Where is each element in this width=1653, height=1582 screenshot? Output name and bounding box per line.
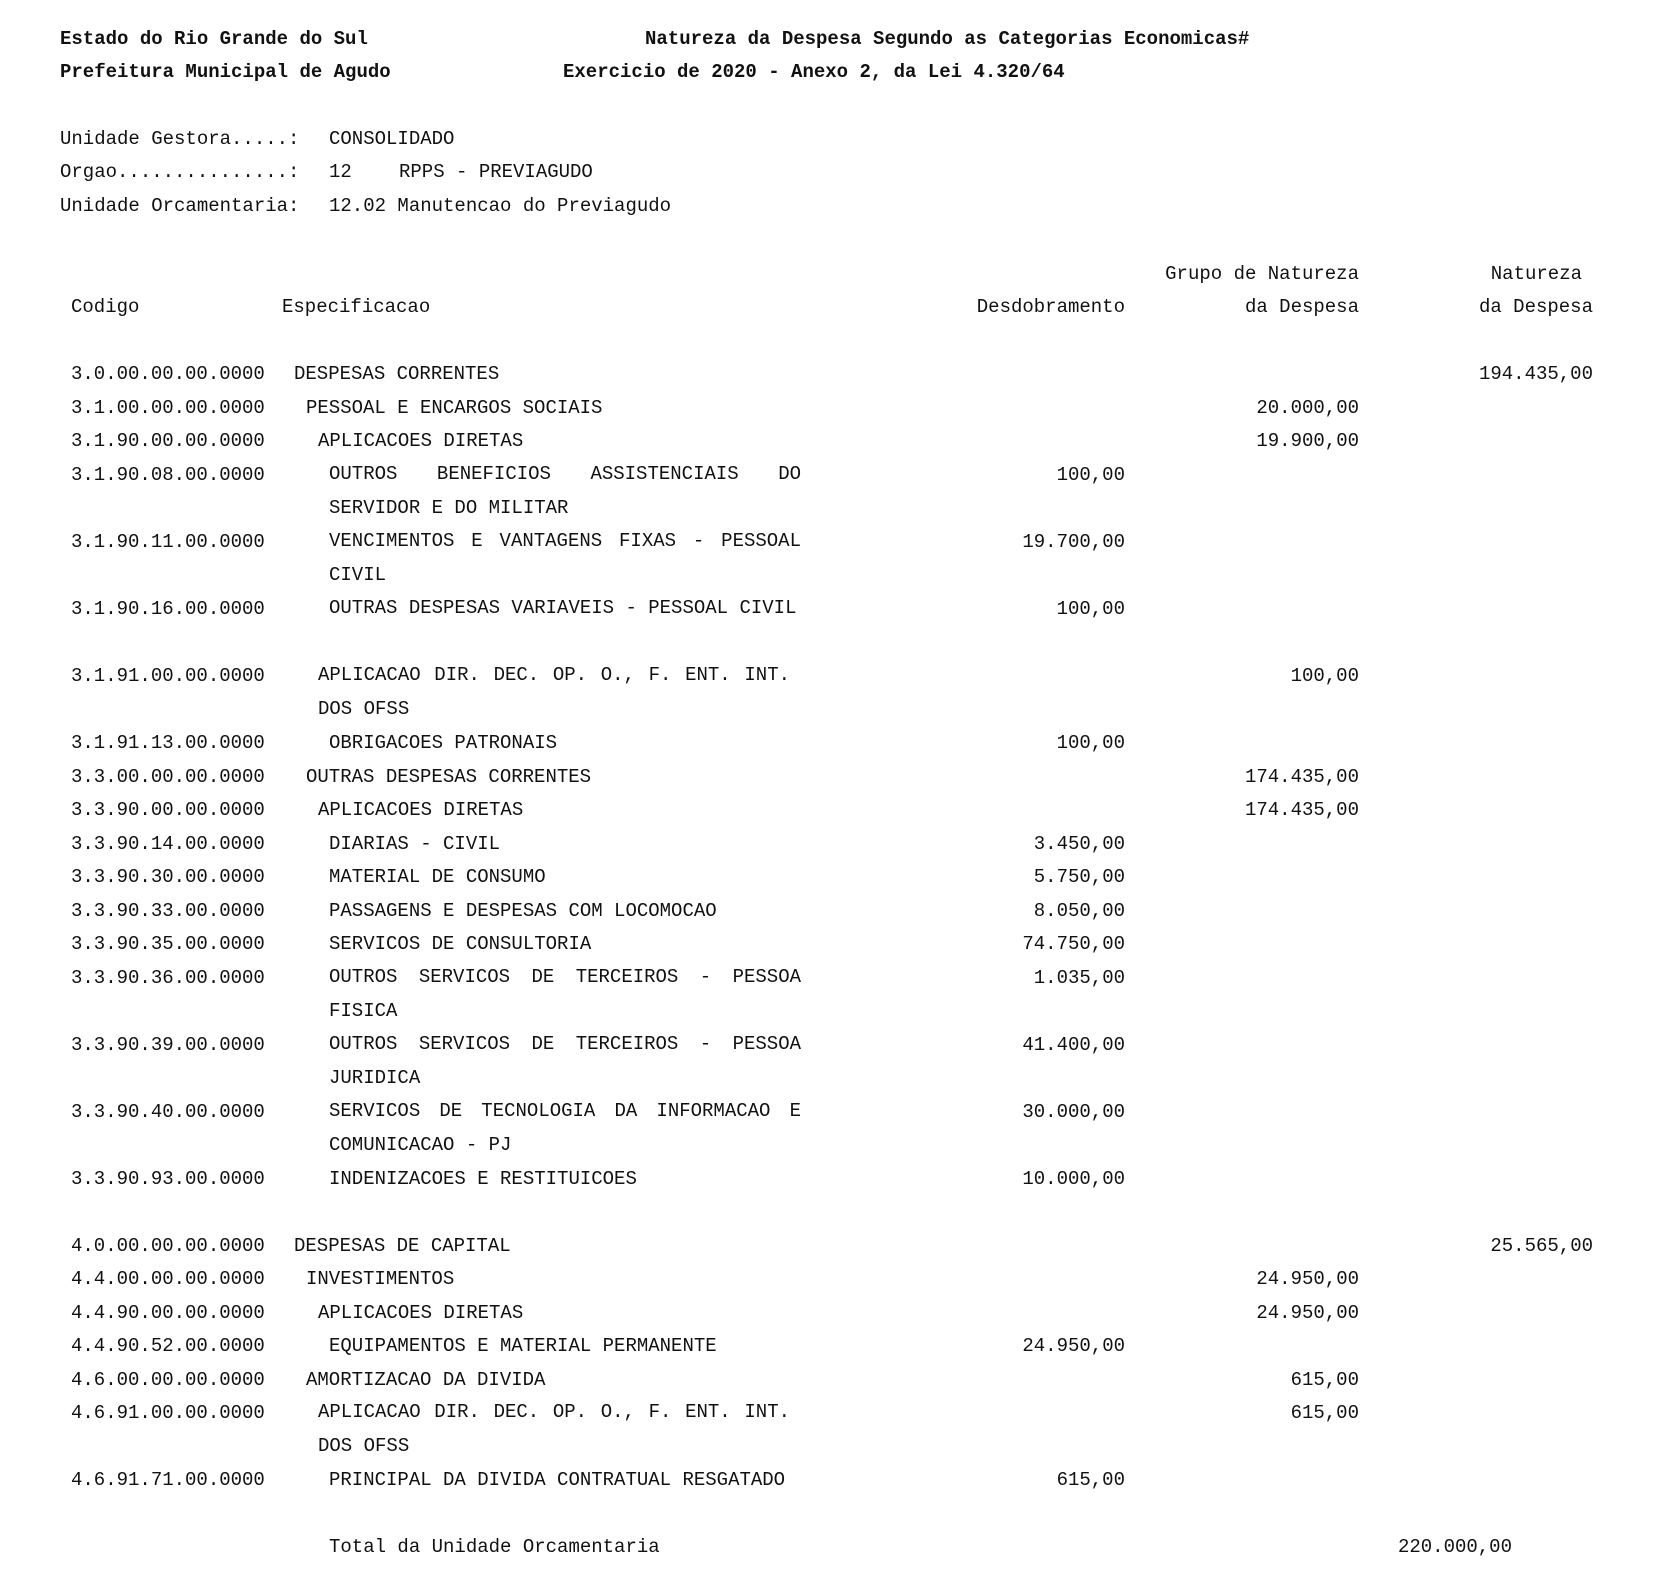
row-desdobramento: 19.700,00 (1022, 531, 1125, 553)
row-desdobramento: 41.400,00 (1022, 1034, 1125, 1056)
row-code: 3.3.90.35.00.0000 (71, 933, 265, 955)
orgao-code: 12 (329, 161, 352, 183)
row-code: 3.3.90.30.00.0000 (71, 866, 265, 888)
state-name: Estado do Rio Grande do Sul (60, 28, 368, 50)
row-code: 3.3.90.40.00.0000 (71, 1101, 265, 1123)
report-title: Natureza da Despesa Segundo as Categorias Economicas# (645, 28, 1250, 50)
unidade-gestora-label: Unidade Gestora.....: (60, 128, 300, 150)
row-spec: OUTROS BENEFICIOS ASSISTENCIAIS DO SERVIDOR E DO MILITAR (329, 463, 801, 519)
total-value: 220.000,00 (1397, 1536, 1512, 1558)
col-header-natureza-line2: da Despesa (1478, 296, 1593, 318)
total-label: Total da Unidade Orcamentaria (329, 1536, 660, 1558)
row-code: 4.6.91.00.00.0000 (71, 1402, 265, 1424)
row-code: 3.1.91.13.00.0000 (71, 732, 265, 754)
row-spec: PASSAGENS E DESPESAS COM LOCOMOCAO (329, 900, 717, 922)
row-code: 3.1.90.08.00.0000 (71, 464, 265, 486)
row-spec: PESSOAL E ENCARGOS SOCIAIS (306, 397, 603, 419)
row-grupo: 615,00 (1290, 1402, 1359, 1424)
row-desdobramento: 5.750,00 (1033, 866, 1125, 888)
row-desdobramento: 10.000,00 (1022, 1168, 1125, 1190)
row-code: 3.1.91.00.00.0000 (71, 665, 265, 687)
row-spec: AMORTIZACAO DA DIVIDA (306, 1369, 546, 1391)
row-grupo: 174.435,00 (1244, 766, 1359, 788)
row-code: 4.6.91.71.00.0000 (71, 1469, 265, 1491)
row-code: 3.3.90.33.00.0000 (71, 900, 265, 922)
row-spec: APLICACOES DIRETAS (318, 799, 524, 821)
row-desdobramento: 100,00 (1056, 732, 1125, 754)
row-grupo: 174.435,00 (1244, 799, 1359, 821)
row-spec: DESPESAS DE CAPITAL (294, 1235, 511, 1257)
row-desdobramento: 24.950,00 (1022, 1335, 1125, 1357)
row-code: 3.3.00.00.00.0000 (71, 766, 265, 788)
row-desdobramento: 74.750,00 (1022, 933, 1125, 955)
row-spec: OBRIGACOES PATRONAIS (329, 732, 558, 754)
row-code: 3.1.00.00.00.0000 (71, 397, 265, 419)
row-code: 3.3.90.36.00.0000 (71, 967, 265, 989)
row-spec: SERVICOS DE CONSULTORIA (329, 933, 592, 955)
row-spec: INVESTIMENTOS (306, 1268, 455, 1290)
row-spec: VENCIMENTOS E VANTAGENS FIXAS - PESSOAL CIVIL (329, 530, 801, 586)
row-desdobramento: 100,00 (1056, 598, 1125, 620)
row-grupo: 19.900,00 (1256, 430, 1359, 452)
row-spec: OUTRAS DESPESAS CORRENTES (306, 766, 592, 788)
orgao-label: Orgao...............: (60, 161, 300, 183)
col-header-grupo-line1: Grupo de Natureza (1165, 263, 1359, 285)
row-spec: PRINCIPAL DA DIVIDA CONTRATUAL RESGATADO (329, 1469, 786, 1491)
row-spec: DIARIAS - CIVIL (329, 833, 501, 855)
unidade-gestora-value: CONSOLIDADO (329, 128, 455, 150)
row-spec: OUTROS SERVICOS DE TERCEIROS - PESSOA FISICA (329, 966, 801, 1022)
row-desdobramento: 30.000,00 (1022, 1101, 1125, 1123)
row-desdobramento: 100,00 (1056, 464, 1125, 486)
municipality-name: Prefeitura Municipal de Agudo (60, 61, 391, 83)
row-code: 3.0.00.00.00.0000 (71, 363, 265, 385)
row-spec: APLICACOES DIRETAS (318, 430, 524, 452)
orgao-name: RPPS - PREVIAGUDO (399, 161, 593, 183)
row-code: 3.3.90.00.00.0000 (71, 799, 265, 821)
row-code: 3.1.90.16.00.0000 (71, 598, 265, 620)
row-spec: EQUIPAMENTOS E MATERIAL PERMANENTE (329, 1335, 717, 1357)
unidade-orcamentaria-value: 12.02 Manutencao do Previagudo (329, 195, 672, 217)
row-code: 3.3.90.39.00.0000 (71, 1034, 265, 1056)
row-desdobramento: 3.450,00 (1033, 833, 1125, 855)
row-code: 3.1.90.00.00.0000 (71, 430, 265, 452)
row-code: 3.3.90.14.00.0000 (71, 833, 265, 855)
row-spec: APLICACAO DIR. DEC. OP. O., F. ENT. INT. DOS OFSS (318, 664, 790, 720)
col-header-grupo-line2: da Despesa (1244, 296, 1359, 318)
row-natureza: 25.565,00 (1490, 1235, 1593, 1257)
row-spec: MATERIAL DE CONSUMO (329, 866, 546, 888)
unidade-orcamentaria-label: Unidade Orcamentaria: (60, 195, 300, 217)
row-grupo: 24.950,00 (1256, 1302, 1359, 1324)
col-header-desdobramento: Desdobramento (976, 296, 1125, 318)
col-header-codigo: Codigo (71, 296, 140, 318)
row-desdobramento: 8.050,00 (1033, 900, 1125, 922)
report-subtitle: Exercicio de 2020 - Anexo 2, da Lei 4.320/64 (563, 61, 1065, 83)
row-spec: APLICACOES DIRETAS (318, 1302, 524, 1324)
row-desdobramento: 615,00 (1056, 1469, 1125, 1491)
col-header-especificacao: Especificacao (282, 296, 431, 318)
row-spec: APLICACAO DIR. DEC. OP. O., F. ENT. INT. DOS OFSS (318, 1401, 790, 1457)
row-code: 3.3.90.93.00.0000 (71, 1168, 265, 1190)
row-grupo: 615,00 (1290, 1369, 1359, 1391)
row-grupo: 100,00 (1290, 665, 1359, 687)
row-code: 4.4.90.00.00.0000 (71, 1302, 265, 1324)
col-header-natureza-line1: Natureza (1490, 263, 1582, 285)
row-spec: DESPESAS CORRENTES (294, 363, 500, 385)
row-code: 4.4.00.00.00.0000 (71, 1268, 265, 1290)
row-code: 4.4.90.52.00.0000 (71, 1335, 265, 1357)
row-spec: SERVICOS DE TECNOLOGIA DA INFORMACAO E COMUNICACAO - PJ (329, 1100, 801, 1156)
row-code: 4.0.00.00.00.0000 (71, 1235, 265, 1257)
row-spec: OUTROS SERVICOS DE TERCEIROS - PESSOA JURIDICA (329, 1033, 801, 1089)
row-spec: OUTRAS DESPESAS VARIAVEIS - PESSOAL CIVIL (329, 597, 797, 619)
row-grupo: 20.000,00 (1256, 397, 1359, 419)
row-grupo: 24.950,00 (1256, 1268, 1359, 1290)
row-code: 4.6.00.00.00.0000 (71, 1369, 265, 1391)
row-spec: INDENIZACOES E RESTITUICOES (329, 1168, 637, 1190)
row-natureza: 194.435,00 (1478, 363, 1593, 385)
row-code: 3.1.90.11.00.0000 (71, 531, 265, 553)
row-desdobramento: 1.035,00 (1033, 967, 1125, 989)
